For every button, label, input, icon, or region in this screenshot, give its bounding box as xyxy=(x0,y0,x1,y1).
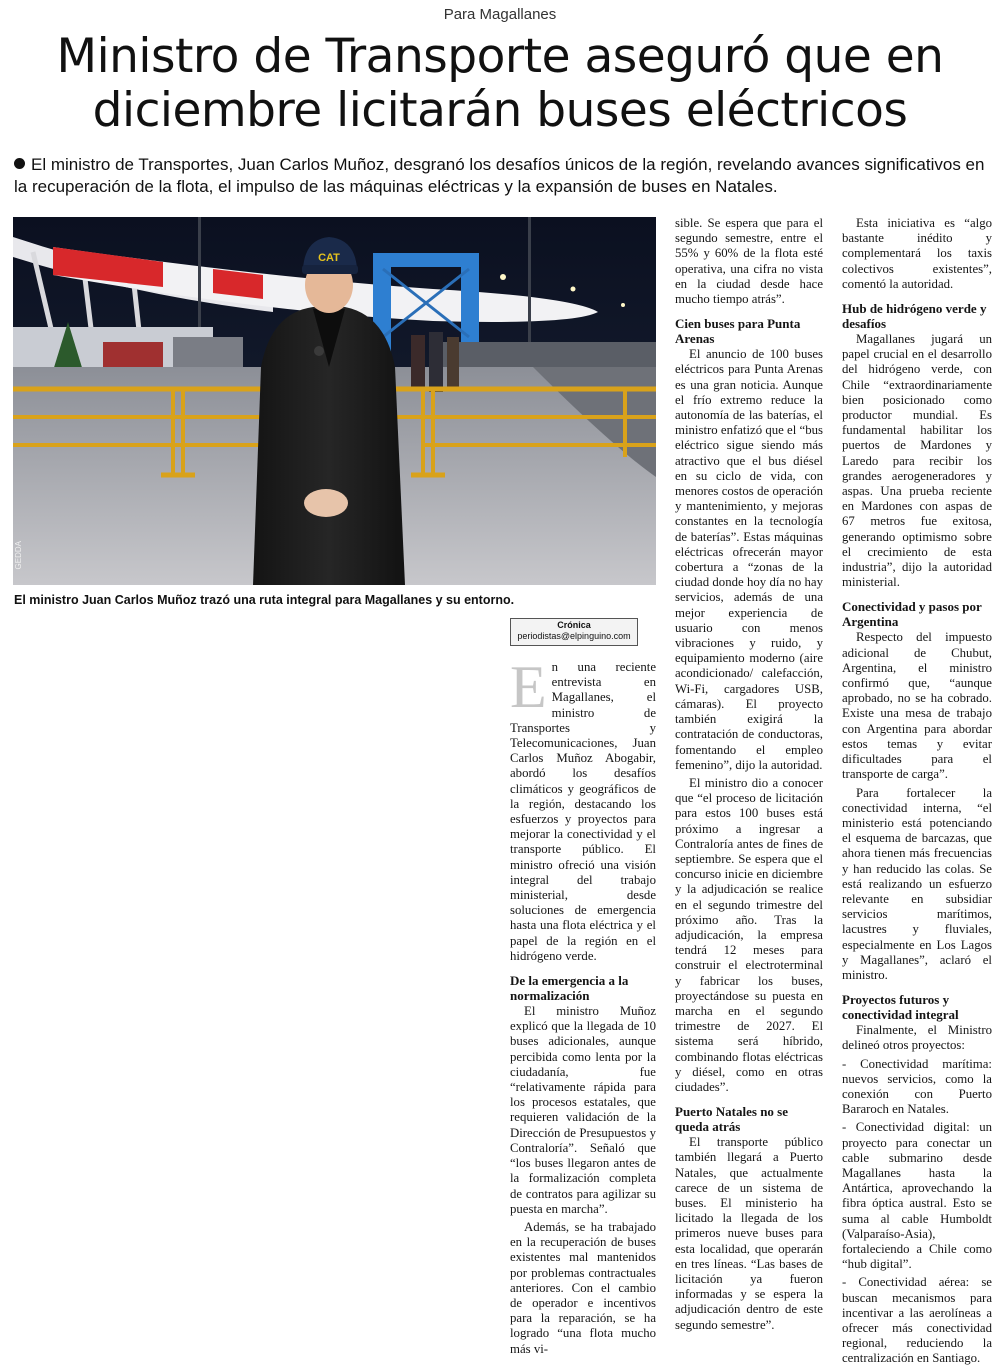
subheading: Conectividad y pasos por Argentina xyxy=(842,599,982,629)
byline-label: Crónica xyxy=(557,620,591,630)
section-tag: Para Magallanes xyxy=(443,6,557,23)
list-item: - Conectividad marítima: nuevos servicios, como la conexión con Puerto Bararoch en Natales. xyxy=(842,1056,992,1117)
lede xyxy=(14,154,990,198)
paragraph: Magallanes jugará un papel crucial en el desarrollo del hidrógeno verde, con Chile “extraordinariamente bien posicionado como productor mundial. Es fundamental habilitar los puertos de Mardones y Laredo para recibir los grandes aerogeneradores y aspas. Una prueba reciente en Mardones con aspas de 67 metros fue exitosa, generando optimismo sobre el crecimiento de esta industria”, dijo la autoridad ministerial. xyxy=(842,332,992,590)
dropcap: E xyxy=(510,654,547,720)
paragraph: Respecto del impuesto adicional de Chubut, Argentina, el ministro confirmó que, “aunque aprobado, no se ha cobrado. Existe una mesa de trabajo con Argentina para abordar estos temas y evitar dificultades para el transporte de carga”. xyxy=(842,630,992,782)
bullet-icon xyxy=(14,158,25,169)
paragraph: El transporte público también llegará a Puerto Natales, que actualmente carece de un sistema de buses. El ministerio ha licitado la llegada de los primeros nueve buses para esta localidad, que operarán en tres líneas. “Las bases de licitación ya fueron informadas y se espera la adjudicación dentro de este segundo semestre”. xyxy=(675,1135,823,1332)
article-photo xyxy=(13,217,656,585)
paragraph: Finalmente, el Ministro delineó otros proyectos: xyxy=(842,1023,992,1053)
byline-email[interactable]: periodistas@elpinguino.com xyxy=(517,631,631,641)
article-column-3 xyxy=(842,216,992,1370)
list-item: - Conectividad aérea: se buscan mecanismos para incentivar a las aerolíneas a ofrecer más conectividad regional, reduciendo la centralización en Santiago. xyxy=(842,1275,992,1366)
cap-logo: CAT xyxy=(318,252,340,264)
paragraph xyxy=(510,654,656,964)
paragraph: sible. Se espera que para el segundo semestre, entre el 55% y 60% de la flota esté operativa, una cifra no vista en la ciudad desde hace mucho tiempo atrás”. xyxy=(675,216,823,307)
subheading: Cien buses para Punta Arenas xyxy=(675,316,801,346)
paragraph: El ministro dio a conocer que “el proceso de licitación para estos 100 buses está próximo a ingresar a Contraloría antes de fines de septiembre. Se espera que el concurso inicie en diciembre y la adjudicación se realice en el segundo trimestre del próximo año. Tras la adjudicación, la empresa tendrá 12 meses para construir el electroterminal y fabricar los buses, proyectándose su puesta en marcha en el segundo trimestre de 2027. El sistema será híbrido, combinando flotas eléctricas y diésel, como en otras ciudades”. xyxy=(675,775,823,1094)
paragraph: Para fortalecer la conectividad interna, “el ministerio está potenciando el esquema de barcazas, que ahora tienen más frecuencias y han reducido las colas. Se está realizando un esfuerzo relevante en subsidiar servicios marítimos, lacustres y fluviales, especialmente en Los Lagos y Magallanes”, aclaró el ministro. xyxy=(842,785,992,982)
paragraph-text: n una reciente entrevista en Magallanes, el ministro de Transportes y Telecomunicaciones, Juan Carlos Muñoz Abogabir, abordó los desafíos climáticos y geográficos de la región, destacando los esfuerzos y proyectos para mejorar la conectividad y el transporte público. El ministro ofreció una visión integral del trabajo ministerial, desde soluciones de emergencia hasta una flota eléctrica y el papel de la región en el hidrógeno verde. xyxy=(510,660,656,963)
article-column-2 xyxy=(675,216,823,1336)
subheading: De la emergencia a la normalización xyxy=(510,973,629,1003)
paragraph: El ministro Muñoz explicó que la llegada de 10 buses adicionales, aunque percibida como lenta por la ciudadanía, fue “relativamente rápida para los procesos estatales, que requieren validación de la Dirección de Presupuestos y Contraloría”. Señaló que “los buses llegaron antes de la formalización completa de contratos para agilizar su puesta en marcha”. xyxy=(510,1004,656,1216)
subheading: Proyectos futuros y conectividad integral xyxy=(842,992,959,1022)
paragraph: Además, se ha trabajado en la recuperación de buses existentes mal mantenidos por problemas contractuales anteriores. Con el cambio de operador e incentivos para la reparación, se ha logrado “una flota mucho más vi- xyxy=(510,1219,656,1356)
lede-text: El ministro de Transportes, Juan Carlos Muñoz, desgranó los desafíos únicos de la región, revelando avances significativos en la recuperación de la flota, el impulso de las máquinas eléctricas y la expansión de buses en Natales. xyxy=(14,155,985,196)
photo-credit: GEDDA xyxy=(14,540,23,569)
byline-box xyxy=(510,618,638,646)
subheading: Hub de hidrógeno verde y desafíos xyxy=(842,301,987,331)
headline: Ministro de Transporte aseguró que en diciembre licitarán buses eléctricos xyxy=(56,29,944,138)
list-item: - Conectividad digital: un proyecto para conectar un cable submarino desde Magallanes hasta la Antártica, aprovechando la fibra óptica austral. Esto se suma al cable Humboldt (Valparaíso-Asia), fortaleciendo a Chile como “hub digital”. xyxy=(842,1120,992,1272)
paragraph: Esta iniciativa es “algo bastante inédito y complementará los taxis colectivos existentes”, comentó la autoridad. xyxy=(842,216,992,291)
paragraph: El anuncio de 100 buses eléctricos para Punta Arenas es una gran noticia. Aunque el frío extremo reduce la autonomía de las baterías, el ministro enfatizó que el “bus eléctrico sigue siendo más atractivo que el bus diésel en su ciclo de vida, con menores costos de operación y mantenimiento, y mejoras constantes en la tecnología de baterías”. Estas máquinas eléctricas ofrecerán mayor cobertura a “zonas de la ciudad donde hoy día no hay servicios, además de una mejor experiencia de usuario con menos vibraciones y ruido, y equipamiento moderno (aire acondicionado/ calefacción, Wi-Fi, cargadores USB, cámaras). El proyecto también exigirá la contratación de conductoras, fomentando el empleo femenino”, dijo la autoridad. xyxy=(675,347,823,772)
subheading: Puerto Natales no se queda atrás xyxy=(675,1104,789,1134)
article-column-1 xyxy=(510,654,656,1360)
photo-caption: El ministro Juan Carlos Muñoz trazó una ruta integral para Magallanes y su entorno. xyxy=(14,593,515,607)
